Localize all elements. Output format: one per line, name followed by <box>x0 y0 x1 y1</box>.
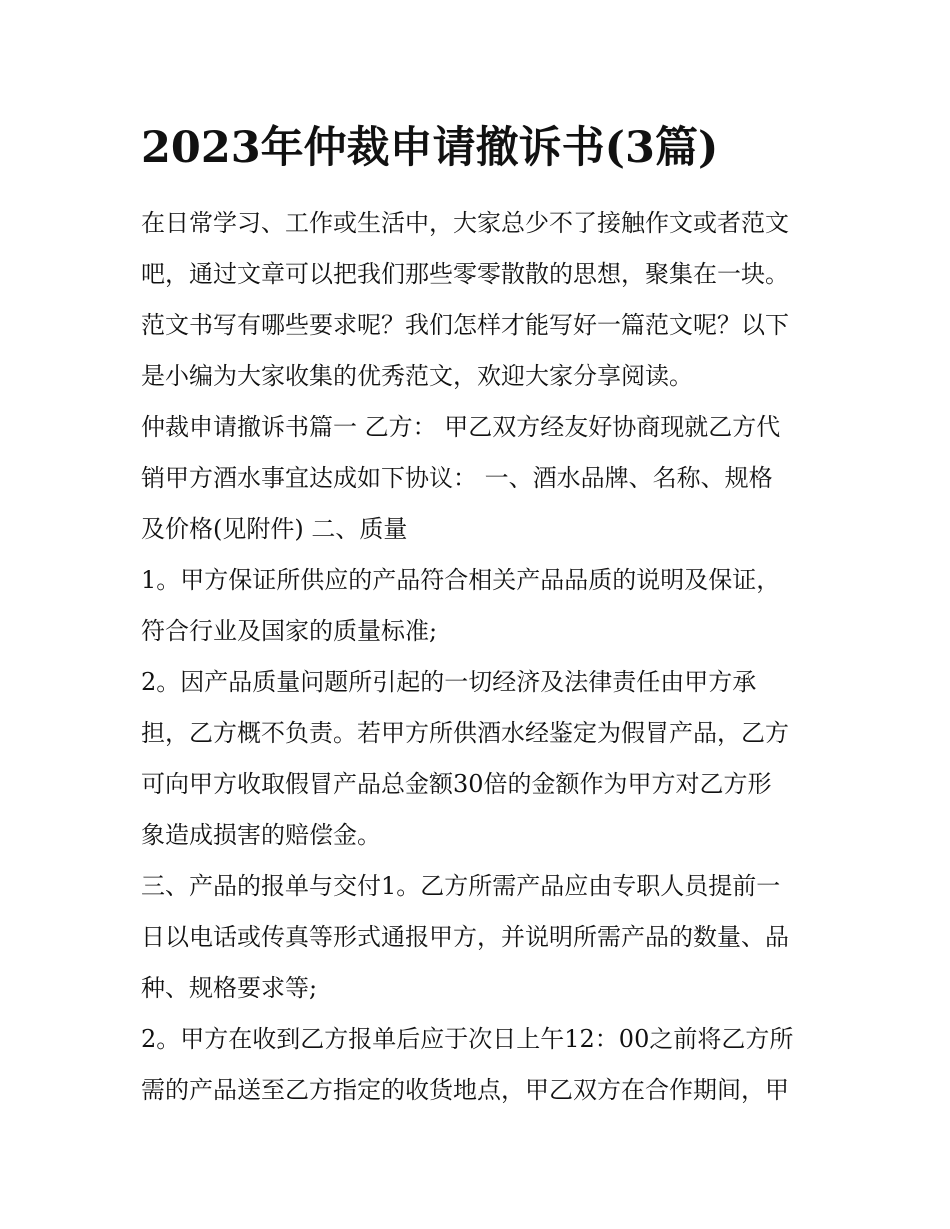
document-body <box>141 198 816 1116</box>
paragraph-quality-1 <box>141 555 816 657</box>
paragraph-part-one <box>141 402 816 555</box>
text-line: 2。甲方在收到乙方报单后应于次日上午12：00之前将乙方所 <box>141 1025 794 1053</box>
text-line: 需的产品送至乙方指定的收货地点，甲乙双方在合作期间，甲 <box>141 1076 789 1104</box>
text-line: 2。因产品质量问题所引起的一切经济及法律责任由甲方承 <box>141 668 757 696</box>
text-line: 日以电话或传真等形式通报甲方，并说明所需产品的数量、品 <box>141 923 789 951</box>
document-title: 2023年仲裁申请撤诉书(3篇) <box>141 123 719 173</box>
text-line: 担，乙方概不负责。若甲方所供酒水经鉴定为假冒产品，乙方 <box>141 719 789 747</box>
text-line: 及价格(见附件) 二、质量 <box>141 515 408 543</box>
text-line: 象造成损害的赔偿金。 <box>141 821 381 849</box>
text-line: 范文书写有哪些要求呢？我们怎样才能写好一篇范文呢？以下 <box>141 311 789 339</box>
text-line: 吧，通过文章可以把我们那些零零散散的思想，聚集在一块。 <box>141 260 789 288</box>
text-line: 三、产品的报单与交付1。乙方所需产品应由专职人员提前一 <box>141 872 781 900</box>
paragraph-order-delivery-2 <box>141 1014 816 1116</box>
text-line: 是小编为大家收集的优秀范文，欢迎大家分享阅读。 <box>141 362 693 390</box>
text-line: 1。甲方保证所供应的产品符合相关产品品质的说明及保证， <box>141 566 781 594</box>
text-line: 仲裁申请撤诉书篇一 乙方： 甲乙双方经友好协商现就乙方代 <box>141 413 781 441</box>
text-line: 符合行业及国家的质量标准; <box>141 617 438 645</box>
document-page <box>141 108 816 1116</box>
paragraph-quality-2 <box>141 657 816 861</box>
paragraph-intro <box>141 198 816 402</box>
text-line: 种、规格要求等; <box>141 974 318 1002</box>
text-line: 可向甲方收取假冒产品总金额30倍的金额作为甲方对乙方形 <box>141 770 772 798</box>
text-line: 在日常学习、工作或生活中，大家总少不了接触作文或者范文 <box>141 209 789 237</box>
paragraph-order-delivery-1 <box>141 861 816 1014</box>
text-line: 销甲方酒水事宜达成如下协议： 一、酒水品牌、名称、规格 <box>141 464 773 492</box>
